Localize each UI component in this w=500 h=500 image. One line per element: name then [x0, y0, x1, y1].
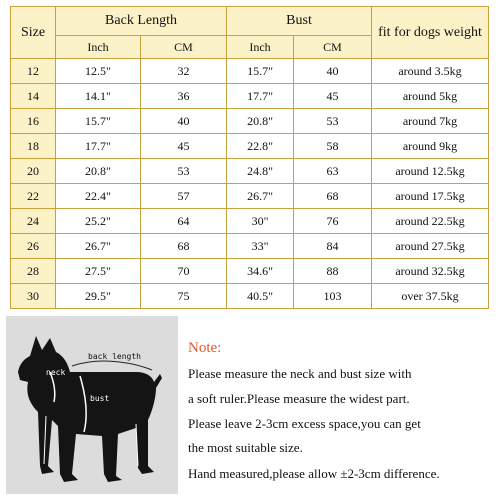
- note-title: Note:: [188, 340, 222, 356]
- back-inch-cell: 14.1": [56, 84, 141, 109]
- table-row: [11, 134, 489, 159]
- bust-inch-cell: 17.7": [227, 84, 294, 109]
- bust-cm-cell: 53: [294, 109, 372, 134]
- fit-weight-cell: around 12.5kg: [372, 159, 489, 184]
- size-header: Size: [11, 7, 56, 59]
- bust-inch-cell: 30": [227, 209, 294, 234]
- bust-cm-cell: 40: [294, 59, 372, 84]
- fit-weight-cell: around 22.5kg: [372, 209, 489, 234]
- back-cm-header: CM: [141, 36, 227, 59]
- back-inch-cell: 15.7": [56, 109, 141, 134]
- size-cell: 28: [11, 259, 56, 284]
- bust-cm-cell: 58: [294, 134, 372, 159]
- note-line-1: Please measure the neck and bust size with: [188, 366, 412, 381]
- back-cm-cell: 57: [141, 184, 227, 209]
- fit-weight-cell: over 37.5kg: [372, 284, 489, 309]
- neck-label: neck: [46, 368, 66, 377]
- size-cell: 20: [11, 159, 56, 184]
- note-line-3: Please leave 2-3cm excess space,you can get: [188, 416, 421, 431]
- table-row: [11, 284, 489, 309]
- size-cell: 30: [11, 284, 56, 309]
- fit-weight-cell: around 3.5kg: [372, 59, 489, 84]
- note-section: [0, 316, 500, 500]
- bust-cm-cell: 88: [294, 259, 372, 284]
- bust-inch-header: Inch: [227, 36, 294, 59]
- back-cm-cell: 75: [141, 284, 227, 309]
- note-line-2: a soft ruler.Please measure the widest part.: [188, 391, 410, 406]
- table-row: [11, 59, 489, 84]
- size-cell: 16: [11, 109, 56, 134]
- back-cm-cell: 32: [141, 59, 227, 84]
- bust-inch-cell: 22.8": [227, 134, 294, 159]
- size-cell: 18: [11, 134, 56, 159]
- back-inch-cell: 27.5": [56, 259, 141, 284]
- size-chart-table: [10, 6, 489, 309]
- fit-weight-cell: around 32.5kg: [372, 259, 489, 284]
- back-cm-cell: 68: [141, 234, 227, 259]
- bust-inch-cell: 26.7": [227, 184, 294, 209]
- bust-inch-cell: 20.8": [227, 109, 294, 134]
- size-cell: 22: [11, 184, 56, 209]
- note-line-5: Hand measured,please allow ±2-3cm difference.: [188, 466, 440, 481]
- bust-cm-cell: 63: [294, 159, 372, 184]
- size-cell: 14: [11, 84, 56, 109]
- back-cm-cell: 36: [141, 84, 227, 109]
- fit-weight-cell: around 9kg: [372, 134, 489, 159]
- bust-cm-cell: 84: [294, 234, 372, 259]
- bust-inch-cell: 40.5": [227, 284, 294, 309]
- back-cm-cell: 64: [141, 209, 227, 234]
- table-row: [11, 234, 489, 259]
- dog-measure-diagram: [6, 316, 178, 494]
- table-row: [11, 84, 489, 109]
- back-inch-cell: 29.5": [56, 284, 141, 309]
- fit-weight-cell: around 17.5kg: [372, 184, 489, 209]
- back-cm-cell: 70: [141, 259, 227, 284]
- fit-weight-cell: around 5kg: [372, 84, 489, 109]
- back-inch-cell: 17.7": [56, 134, 141, 159]
- table-row: [11, 159, 489, 184]
- back-length-label: back length: [88, 352, 141, 361]
- bust-header: Bust: [227, 7, 372, 36]
- note-line-4: the most suitable size.: [188, 440, 303, 455]
- bust-inch-cell: 15.7": [227, 59, 294, 84]
- back-inch-cell: 22.4": [56, 184, 141, 209]
- back-cm-cell: 40: [141, 109, 227, 134]
- bust-cm-cell: 68: [294, 184, 372, 209]
- size-cell: 12: [11, 59, 56, 84]
- back-length-header: Back Length: [56, 7, 227, 36]
- size-cell: 24: [11, 209, 56, 234]
- bust-inch-cell: 24.8": [227, 159, 294, 184]
- back-cm-cell: 53: [141, 159, 227, 184]
- table-row: [11, 184, 489, 209]
- back-inch-cell: 26.7": [56, 234, 141, 259]
- bust-cm-cell: 103: [294, 284, 372, 309]
- size-chart-body: [11, 7, 489, 309]
- back-cm-cell: 45: [141, 134, 227, 159]
- bust-cm-cell: 45: [294, 84, 372, 109]
- back-inch-cell: 25.2": [56, 209, 141, 234]
- bust-label: bust: [90, 394, 110, 403]
- table-row: [11, 259, 489, 284]
- fit-weight-cell: around 27.5kg: [372, 234, 489, 259]
- bust-cm-cell: 76: [294, 209, 372, 234]
- fit-weight-header: fit for dogs weight: [372, 7, 489, 59]
- table-header-row: [11, 7, 489, 36]
- dog-silhouette-icon: [6, 316, 178, 494]
- back-inch-header: Inch: [56, 36, 141, 59]
- bust-cm-header: CM: [294, 36, 372, 59]
- back-inch-cell: 20.8": [56, 159, 141, 184]
- size-cell: 26: [11, 234, 56, 259]
- table-row: [11, 109, 489, 134]
- fit-weight-cell: around 7kg: [372, 109, 489, 134]
- table-row: [11, 209, 489, 234]
- bust-inch-cell: 33": [227, 234, 294, 259]
- bust-inch-cell: 34.6": [227, 259, 294, 284]
- back-inch-cell: 12.5": [56, 59, 141, 84]
